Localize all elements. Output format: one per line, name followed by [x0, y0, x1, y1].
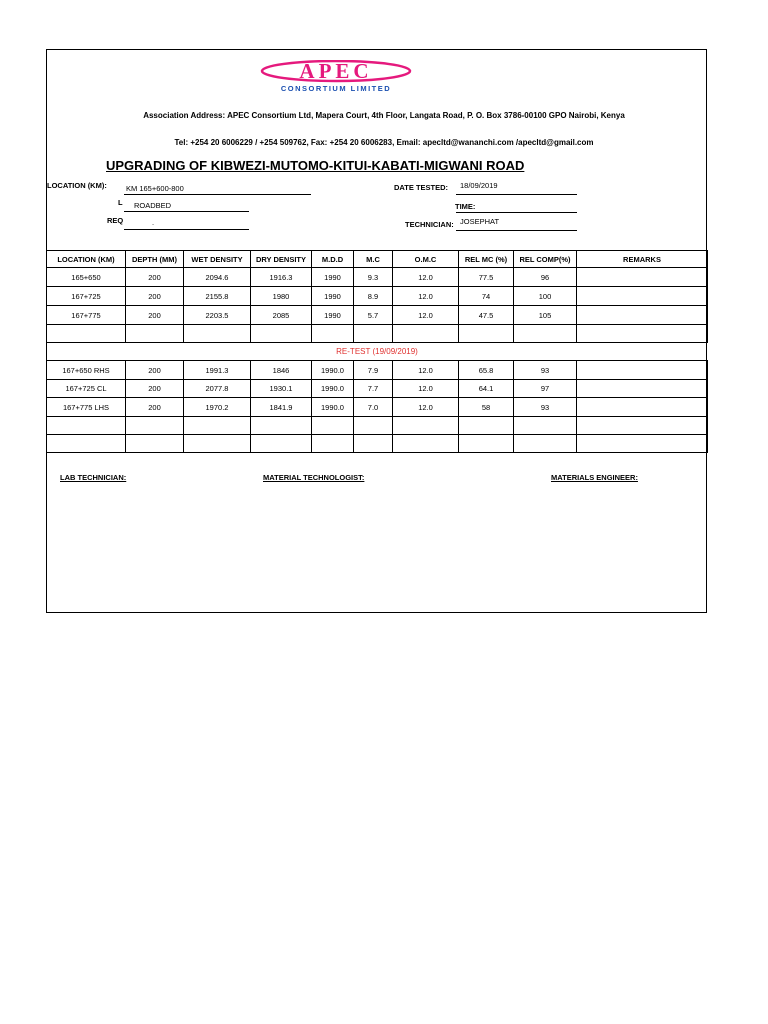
cell [577, 435, 708, 453]
table-row [47, 268, 708, 287]
cell [126, 435, 184, 453]
table-row [47, 287, 708, 306]
cell [459, 325, 514, 343]
cell [312, 435, 354, 453]
cell: 200 [126, 361, 184, 380]
cell: 165+650 [47, 268, 126, 287]
location-value: KM 165+600-800 [126, 184, 184, 193]
column-header: REMARKS [577, 251, 708, 268]
cell: 93 [514, 361, 577, 380]
table-row-empty [47, 435, 708, 453]
retest-label: RE-TEST (19/09/2019) [47, 343, 708, 361]
column-header: LOCATION (KM) [47, 251, 126, 268]
table-row-empty [47, 325, 708, 343]
cell [47, 417, 126, 435]
cell [354, 435, 393, 453]
cropped-area [47, 488, 706, 593]
lab-technician-signature: LAB TECHNICIAN: [60, 473, 127, 482]
layer-underline [124, 211, 249, 212]
cell [126, 325, 184, 343]
cell: 12.0 [393, 306, 459, 325]
date-tested-label: DATE TESTED: [394, 183, 449, 192]
report-title: UPGRADING OF KIBWEZI-MUTOMO-KITUI-KABATI-MIGWANI ROAD [106, 158, 525, 173]
cell: 7.0 [354, 398, 393, 417]
cell: 105 [514, 306, 577, 325]
cell: 1991.3 [184, 361, 251, 380]
cell: 47.5 [459, 306, 514, 325]
cell: 167+650 RHS [47, 361, 126, 380]
cell: 7.7 [354, 380, 393, 398]
cell: 1990 [312, 306, 354, 325]
cell [577, 287, 708, 306]
cell [577, 417, 708, 435]
cell [577, 306, 708, 325]
cell: 12.0 [393, 361, 459, 380]
logo-subtext: CONSORTIUM LIMITED [280, 84, 392, 93]
cell: 58 [459, 398, 514, 417]
technician-label: TECHNICIAN: [405, 220, 454, 229]
materials-engineer-signature: MATERIALS ENGINEER: [551, 473, 638, 482]
cell: 200 [126, 398, 184, 417]
cell: 64.1 [459, 380, 514, 398]
cell: 97 [514, 380, 577, 398]
cell: 12.0 [393, 268, 459, 287]
technician-underline [456, 230, 577, 231]
cell [184, 325, 251, 343]
cell [251, 325, 312, 343]
association-address: Association Address: APEC Consortium Ltd, Mapera Court, 4th Floor, Langata Road, P. O. Box 3786-00100 GPO Nairobi, Kenya [143, 111, 625, 120]
contact-details: Tel: +254 20 6006229 / +254 509762, Fax: +254 20 6006283, Email: apecltd@wananchi.com /apecltd@gmail.com [174, 138, 594, 147]
column-header: REL MC (%) [459, 251, 514, 268]
cell: 100 [514, 287, 577, 306]
time-underline [456, 212, 577, 213]
cell [514, 417, 577, 435]
cell: 1990 [312, 287, 354, 306]
logo-text: APEC [299, 60, 373, 83]
req-label: REQ [107, 216, 124, 225]
cell [393, 435, 459, 453]
time-label: TIME: [455, 202, 476, 211]
cell: 93 [514, 398, 577, 417]
cell [459, 435, 514, 453]
cell: 200 [126, 287, 184, 306]
cell [126, 417, 184, 435]
cell: 1980 [251, 287, 312, 306]
cell [251, 435, 312, 453]
column-header: DRY DENSITY [251, 251, 312, 268]
cell: 1990.0 [312, 380, 354, 398]
req-underline [124, 229, 249, 230]
cell: 1930.1 [251, 380, 312, 398]
cell [577, 361, 708, 380]
cell: 96 [514, 268, 577, 287]
cell: 8.9 [354, 287, 393, 306]
cell: 5.7 [354, 306, 393, 325]
cell: 1990.0 [312, 361, 354, 380]
apec-logo [258, 60, 414, 94]
cell: 9.3 [354, 268, 393, 287]
cell [393, 417, 459, 435]
cell: 65.8 [459, 361, 514, 380]
cell: 1970.2 [184, 398, 251, 417]
cell: 12.0 [393, 287, 459, 306]
table-header-row [47, 251, 708, 268]
cell: 12.0 [393, 398, 459, 417]
cell [47, 435, 126, 453]
column-header: M.C [354, 251, 393, 268]
cell: 2155.8 [184, 287, 251, 306]
technician-value: JOSEPHAT [460, 217, 500, 226]
cell: 1846 [251, 361, 312, 380]
cell [459, 417, 514, 435]
retest-heading-row [47, 343, 708, 361]
cell: 2077.8 [184, 380, 251, 398]
column-header: O.M.C [393, 251, 459, 268]
column-header: WET DENSITY [184, 251, 251, 268]
cell [47, 325, 126, 343]
cell: 1841.9 [251, 398, 312, 417]
cell: 200 [126, 268, 184, 287]
cell [577, 268, 708, 287]
req-value: . [152, 218, 155, 227]
cell [514, 325, 577, 343]
cell: 2094.6 [184, 268, 251, 287]
table-row [47, 380, 708, 398]
cell: 167+775 LHS [47, 398, 126, 417]
material-technologist-signature: MATERIAL TECHNOLOGIST: [263, 473, 365, 482]
cell [577, 398, 708, 417]
date-tested-value: 18/09/2019 [460, 181, 498, 190]
cell [251, 417, 312, 435]
cell: 12.0 [393, 380, 459, 398]
table-row [47, 306, 708, 325]
cell [312, 417, 354, 435]
cell: 167+725 CL [47, 380, 126, 398]
cell: 2085 [251, 306, 312, 325]
density-results-table [46, 250, 708, 453]
cell: 7.9 [354, 361, 393, 380]
cell [514, 435, 577, 453]
cell: 1916.3 [251, 268, 312, 287]
location-underline [124, 194, 311, 195]
date-underline [456, 194, 577, 195]
cell: 200 [126, 306, 184, 325]
cell: 1990.0 [312, 398, 354, 417]
cell: 167+775 [47, 306, 126, 325]
cell [577, 325, 708, 343]
cell: 200 [126, 380, 184, 398]
column-header: M.D.D [312, 251, 354, 268]
cell: 77.5 [459, 268, 514, 287]
cell [184, 417, 251, 435]
cell [184, 435, 251, 453]
cell [354, 417, 393, 435]
cell: 2203.5 [184, 306, 251, 325]
table-row [47, 361, 708, 380]
cell [354, 325, 393, 343]
table-row-empty [47, 417, 708, 435]
cell: 74 [459, 287, 514, 306]
column-header: DEPTH (MM) [126, 251, 184, 268]
cell [312, 325, 354, 343]
table-row [47, 398, 708, 417]
layer-value: ROADBED [134, 201, 172, 210]
column-header: REL COMP(%) [514, 251, 577, 268]
cell [393, 325, 459, 343]
cell [577, 380, 708, 398]
cell: 1990 [312, 268, 354, 287]
location-label: LOCATION (KM): [47, 181, 107, 190]
cell: 167+725 [47, 287, 126, 306]
layer-label: L [118, 198, 123, 207]
